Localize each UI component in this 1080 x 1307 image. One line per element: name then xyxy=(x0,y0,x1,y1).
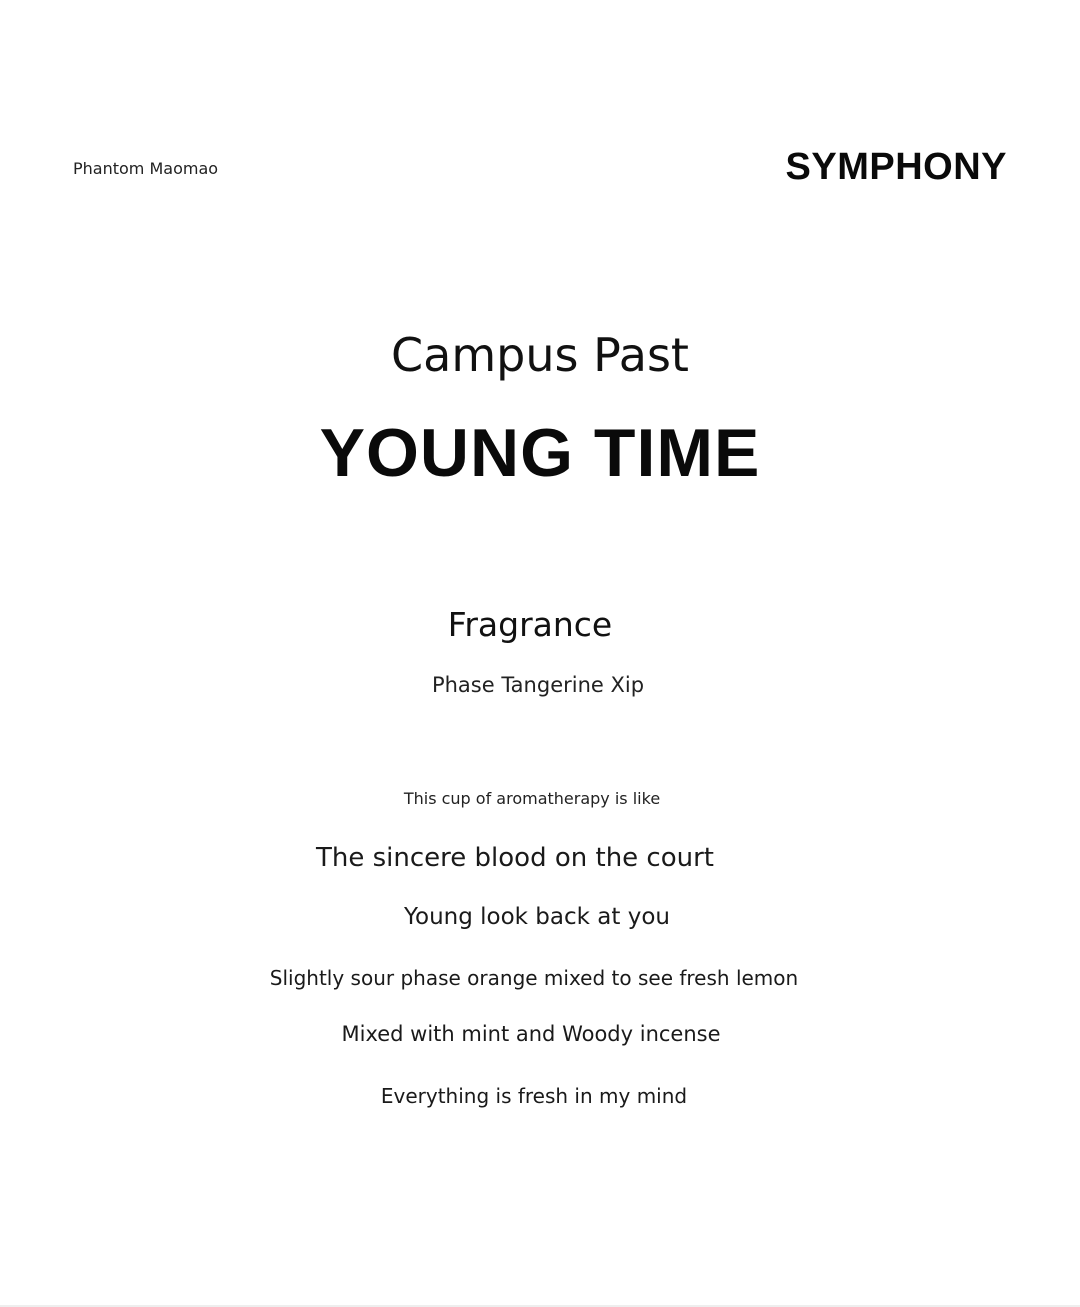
description-line: Everything is fresh in my mind xyxy=(380,1084,688,1108)
description-line: Young look back at you xyxy=(404,904,670,930)
brand-logo: SYMPHONY xyxy=(785,146,1007,188)
description-intro: This cup of aromatherapy is like xyxy=(403,789,661,808)
fragrance-name: Phase Tangerine Xip xyxy=(431,673,645,697)
brand-left: Phantom Maomao xyxy=(73,159,219,178)
fragrance-heading: Fragrance xyxy=(447,605,613,644)
hero-subtitle: Campus Past xyxy=(391,328,689,382)
hero-title: YOUNG TIME xyxy=(319,415,761,491)
description-line: The sincere blood on the court xyxy=(316,843,714,873)
description-line: Mixed with mint and Woody incense xyxy=(341,1022,721,1046)
description-line: Slightly sour phase orange mixed to see fresh lemon xyxy=(269,966,799,990)
